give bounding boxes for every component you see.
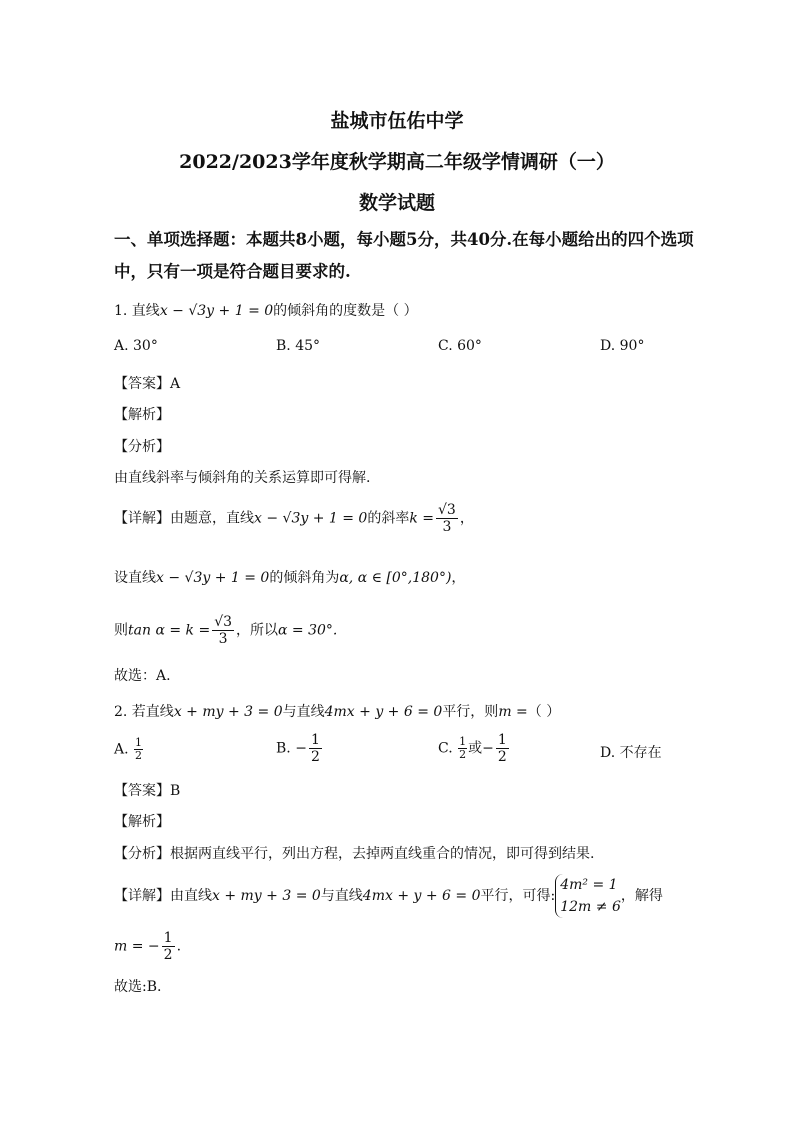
q1-tan: tan α = k = <box>128 622 211 639</box>
q1-equation: x − √3y + 1 = 0 <box>159 303 274 319</box>
frac-num: 1 <box>459 735 467 748</box>
q1-option-d: D. 90° <box>600 338 645 354</box>
q1-conclusion: 故选：A. <box>114 668 171 684</box>
q2-mid: 与直线 <box>282 704 325 720</box>
q1-line3-mid: ，所以 <box>236 622 279 639</box>
q2-option-c <box>438 732 511 765</box>
q2-detail-line1 <box>114 874 663 918</box>
q2-opt-b-frac <box>309 732 322 765</box>
q1-line2-prefix: 设直线 <box>114 570 156 586</box>
q2-detail-line2 <box>114 930 181 963</box>
q2-conclusion: 故选:B. <box>114 979 162 995</box>
q2-result-dot: . <box>176 938 182 955</box>
q2-sys-line1: 4m² = 1 <box>560 877 618 893</box>
q2-suffix: 平行，则 <box>442 704 499 720</box>
q1-fenxi-text: 由直线斜率与倾斜角的关系运算即可得解. <box>114 470 371 486</box>
q2-detail-end: ，解得 <box>620 888 663 904</box>
q1-suffix: 的倾斜角的度数是（ ） <box>273 303 418 319</box>
q2-detail-eq2: 4mx + y + 6 = 0 <box>362 888 481 904</box>
q2-detail-label: 【详解】由直线 <box>114 888 212 904</box>
frac-den: 2 <box>459 748 467 761</box>
q1-jiexi: 【解析】 <box>114 407 170 423</box>
q1-comma: ， <box>459 510 474 527</box>
q2-opt-a-frac <box>134 737 143 762</box>
q1-slope-fraction <box>436 502 458 535</box>
q1-detail-mid: 的斜率 <box>367 510 410 527</box>
q1-detail-line2 <box>114 567 465 587</box>
q1-line3-prefix: 则 <box>114 622 128 639</box>
q1-line2-equation: x − √3y + 1 = 0 <box>156 570 270 586</box>
q2-jiexi: 【解析】 <box>114 814 170 830</box>
q1-option-a: A. 30° <box>114 338 158 354</box>
q2-opt-b-minus: − <box>295 740 307 757</box>
q2-opt-c-label: C. <box>438 740 453 757</box>
q1-result: α = 30°. <box>278 622 338 639</box>
q1-stem <box>114 300 418 320</box>
frac-den: 3 <box>442 519 452 535</box>
q1-alpha-range: α, α ∈ [0°,180°) <box>339 570 452 586</box>
q2-detail-eq1: x + my + 3 = 0 <box>212 888 321 904</box>
q2-opt-c-frac1 <box>458 736 467 761</box>
q2-m-eq: m = <box>498 704 528 720</box>
q2-opt-b-label: B. <box>276 740 291 757</box>
q1-comma2: ， <box>451 570 466 586</box>
q1-fenxi: 【分析】 <box>114 439 170 455</box>
frac-num: √3 <box>438 502 456 518</box>
q1-slope-k: k = <box>409 510 435 527</box>
school-name: 盐城市伍佑中学 <box>330 110 464 132</box>
subject-title: 数学试题 <box>358 192 435 214</box>
q1-detail-line1 <box>114 502 474 535</box>
q2-paren: （ ） <box>527 704 561 720</box>
frac-den: 3 <box>218 631 228 647</box>
q1-option-c: C. 60° <box>438 338 482 354</box>
q1-prefix: 1. 直线 <box>114 303 160 319</box>
q2-stem <box>114 701 560 721</box>
q2-sys-line2: 12m ≠ 6 <box>560 899 621 915</box>
frac-den: 2 <box>135 749 143 762</box>
q1-detail-label: 【详解】由题意，直线 <box>114 510 254 527</box>
q2-opt-c-or: 或 <box>468 740 483 757</box>
q2-answer: 【答案】B <box>114 783 181 799</box>
q2-fenxi: 【分析】根据两直线平行，列出方程，去掉两直线重合的情况，即可得到结果. <box>114 846 595 862</box>
q1-option-b: B. 45° <box>276 338 321 354</box>
q2-equation-system <box>555 874 621 918</box>
q2-option-d: D. 不存在 <box>600 745 662 761</box>
section-heading-line1: 一、单项选择题：本题共8小题，每小题5分，共40分.在每小题给出的四个选项 <box>114 230 694 249</box>
q2-option-a <box>114 737 144 762</box>
q2-result-m: m = − <box>114 938 160 955</box>
q2-eq2: 4mx + y + 6 = 0 <box>324 704 443 720</box>
q1-detail-line3 <box>114 614 337 647</box>
exam-title: 2022/2023学年度秋学期高二年级学情调研（一） <box>179 151 615 173</box>
q2-prefix: 2. 若直线 <box>114 704 174 720</box>
frac-num: 1 <box>310 732 320 748</box>
q2-opt-a-label: A. <box>114 741 129 758</box>
q1-tan-fraction <box>212 614 234 647</box>
q2-opt-c-minus: − <box>482 740 494 757</box>
q2-detail-mid: 与直线 <box>320 888 363 904</box>
frac-den: 2 <box>497 749 507 765</box>
q2-option-b <box>276 732 324 765</box>
q2-result-frac <box>162 930 175 963</box>
frac-num: √3 <box>214 614 233 630</box>
section-heading-line2: 中，只有一项是符合题目要求的. <box>114 262 351 281</box>
q1-detail-equation: x − √3y + 1 = 0 <box>254 510 368 527</box>
frac-num: 1 <box>135 736 143 749</box>
frac-num: 1 <box>497 732 507 748</box>
q1-line2-mid: 的倾斜角为 <box>269 570 340 586</box>
frac-den: 2 <box>163 947 173 963</box>
frac-den: 2 <box>310 749 320 765</box>
q2-detail-suffix: 平行，可得: <box>480 888 556 904</box>
q2-eq1: x + my + 3 = 0 <box>173 704 283 720</box>
q2-opt-c-frac2 <box>496 732 509 765</box>
frac-num: 1 <box>163 930 173 946</box>
q1-answer: 【答案】A <box>114 376 181 392</box>
